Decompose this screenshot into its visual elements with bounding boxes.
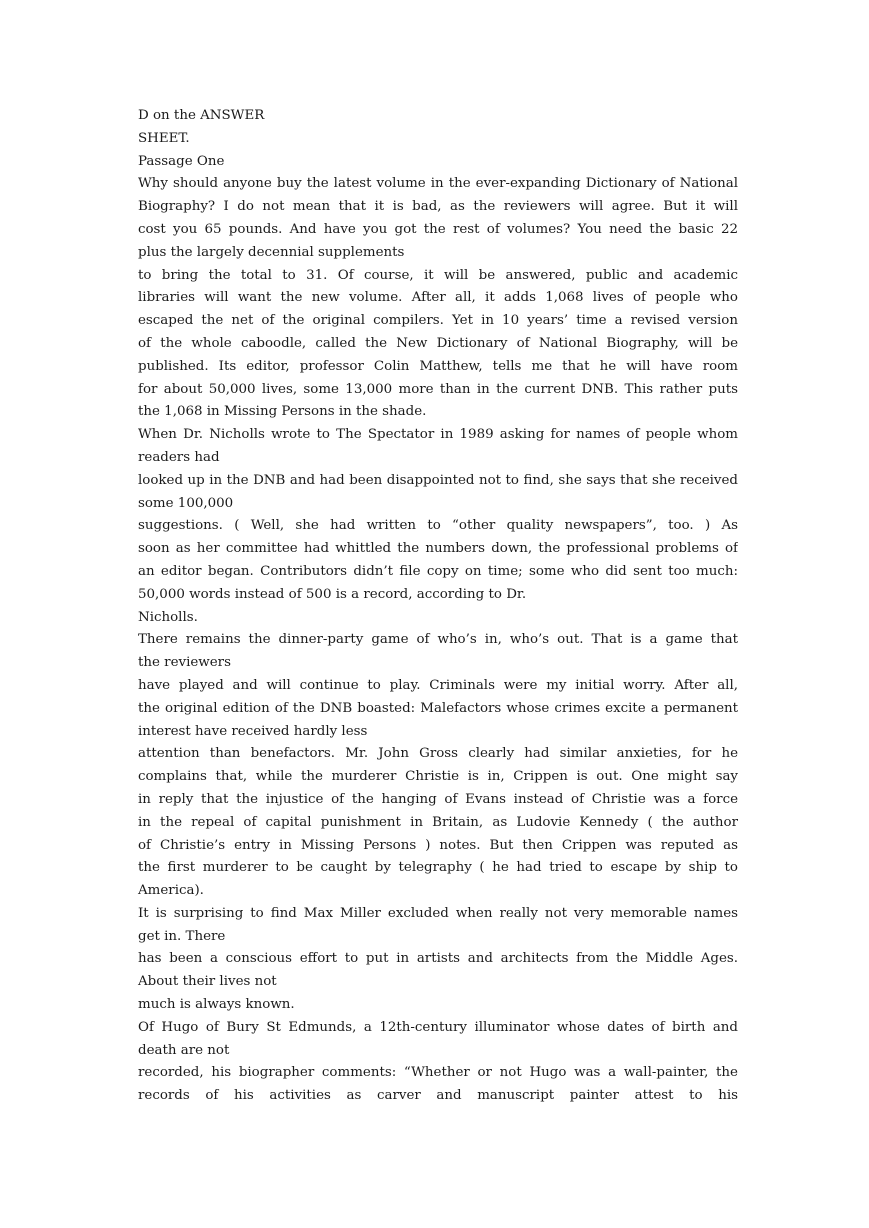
text-line: Of Hugo of Bury St Edmunds, a 12th-century illuminator whose dates of birth and: [138, 1019, 738, 1035]
text-line: escaped the net of the original compilers. Yet in 10 years’ time a revised version: [138, 313, 738, 329]
text-line: libraries will want the new volume. After all, it adds 1,068 lives of people who: [138, 290, 738, 306]
text-line: SHEET.: [138, 130, 190, 146]
text-line: Why should anyone buy the latest volume in the ever-expanding Dictionary of National: [138, 176, 738, 192]
text-line: in reply that the injustice of the hanging of Evans instead of Christie was a force: [138, 791, 738, 807]
text-line: interest have received hardly less: [138, 723, 368, 739]
text-line: an editor began. Contributors didn’t file copy on time; some who did sent too much:: [138, 563, 738, 579]
text-line: Nicholls.: [138, 609, 198, 625]
text-line: to bring the total to 31. Of course, it will be answered, public and academic: [138, 267, 738, 283]
document-body: [138, 105, 738, 1108]
text-line: death are not: [138, 1042, 230, 1058]
text-line: much is always known.: [138, 997, 295, 1013]
text-line: get in. There: [138, 928, 226, 944]
text-line: 50,000 words instead of 500 is a record, according to Dr.: [138, 586, 527, 602]
text-line: of Christie’s entry in Missing Persons ) notes. But then Crippen was reputed as: [138, 837, 738, 853]
text-line: the first murderer to be caught by telegraphy ( he had tried to escape by ship to: [138, 860, 738, 876]
text-line: About their lives not: [138, 974, 277, 990]
text-line: has been a conscious effort to put in artists and architects from the Middle Ages.: [138, 951, 738, 967]
text-line: attention than benefactors. Mr. John Gross clearly had similar anxieties, for he: [138, 746, 738, 762]
text-line: When Dr. Nicholls wrote to The Spectator in 1989 asking for names of people whom: [138, 427, 738, 443]
text-line: There remains the dinner-party game of who’s in, who’s out. That is a game that: [138, 632, 738, 648]
text-line: D on the ANSWER: [138, 108, 265, 123]
text-line: some 100,000: [138, 495, 234, 511]
text-line: published. Its editor, professor Colin Matthew, tells me that he will have room: [138, 358, 738, 374]
text-line: records of his activities as carver and manuscript painter attest to his: [138, 1088, 738, 1104]
text-line: Passage One: [138, 153, 225, 169]
text-line: soon as her committee had whittled the numbers down, the professional problems of: [138, 541, 738, 557]
text-line: the original edition of the DNB boasted: Malefactors whose crimes excite a permanent: [138, 700, 738, 716]
text-line: It is surprising to find Max Miller excluded when really not very memorable names: [138, 905, 738, 921]
text-line: plus the largely decennial supplements: [138, 244, 405, 260]
text-line: the reviewers: [138, 655, 231, 671]
text-line: cost you 65 pounds. And have you got the rest of volumes? You need the basic 22: [138, 221, 738, 237]
text-line: in the repeal of capital punishment in Britain, as Ludovie Kennedy ( the author: [138, 814, 738, 830]
text-line: readers had: [138, 449, 220, 465]
text-line: for about 50,000 lives, some 13,000 more than in the current DNB. This rather puts: [138, 381, 738, 397]
text-line: of the whole caboodle, called the New Dictionary of National Biography, will be: [138, 335, 738, 351]
text-line: recorded, his biographer comments: “Whether or not Hugo was a wall-painter, the: [138, 1065, 738, 1081]
text-line: have played and will continue to play. Criminals were my initial worry. After all,: [138, 677, 738, 693]
text-line: America).: [138, 883, 204, 899]
text-line: Biography? I do not mean that it is bad, as the reviewers will agree. But it will: [138, 199, 738, 215]
text-line: the 1,068 in Missing Persons in the shade.: [138, 404, 427, 420]
text-line: suggestions. ( Well, she had written to “other quality newspapers”, too. ) As: [138, 518, 738, 534]
text-line: looked up in the DNB and had been disappointed not to find, she says that she received: [138, 472, 738, 488]
text-line: complains that, while the murderer Christie is in, Crippen is out. One might say: [138, 769, 738, 785]
